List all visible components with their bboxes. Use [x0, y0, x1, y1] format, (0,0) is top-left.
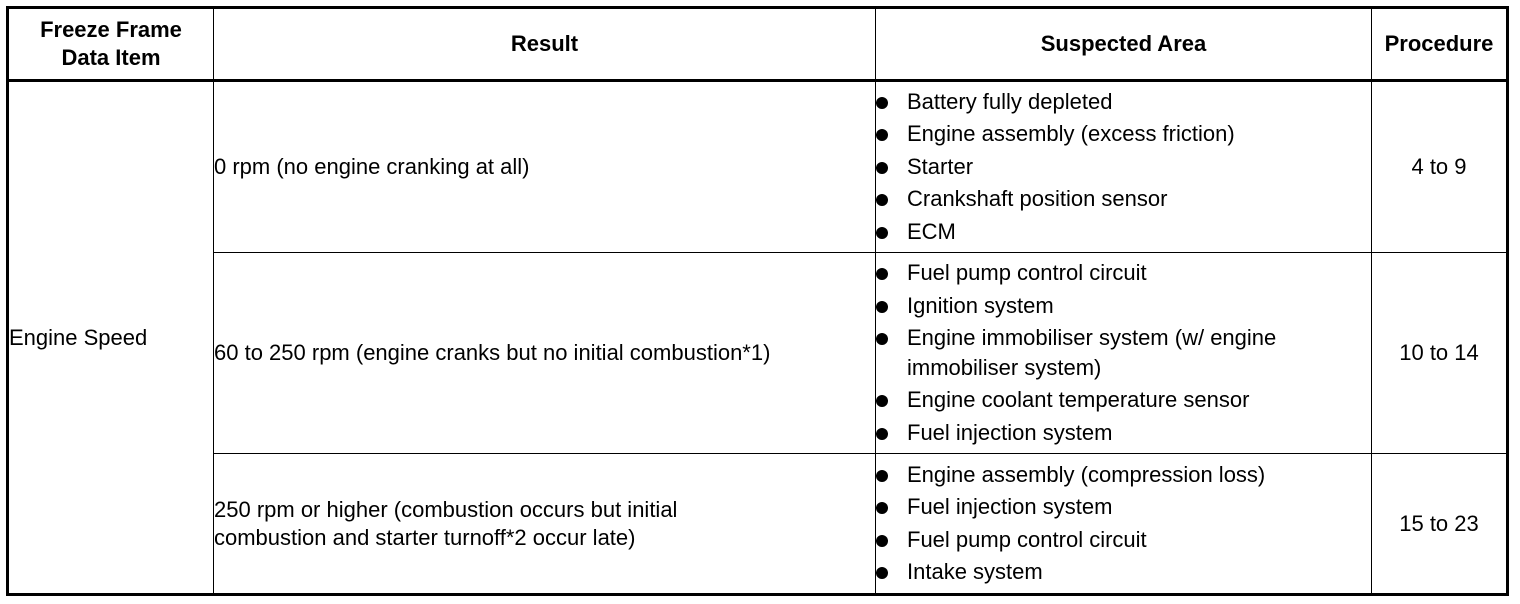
suspected-area-text: Engine immobiliser system (w/ engine immobiliser system) — [907, 325, 1277, 380]
list-item — [876, 216, 1371, 249]
table-row — [8, 454, 1508, 595]
header-suspected-area: Suspected Area — [876, 8, 1372, 81]
bullet-icon — [876, 194, 888, 206]
suspected-area-text: Engine assembly (excess friction) — [907, 121, 1235, 147]
result-cell: 60 to 250 rpm (engine cranks but no initial combustion*1) — [214, 253, 876, 454]
header-result: Result — [214, 8, 876, 81]
suspected-area-cell — [876, 454, 1372, 595]
bullet-icon — [876, 301, 888, 313]
suspected-area-list — [876, 257, 1371, 449]
suspected-area-text: Starter — [907, 153, 974, 179]
diagnostic-table — [6, 6, 1509, 596]
list-item — [876, 290, 1371, 323]
suspected-area-cell — [876, 253, 1372, 454]
result-cell: 250 rpm or higher (combustion occurs but initial combustion and starter turnoff*2 occur late) — [214, 454, 876, 595]
suspected-area-text: Engine assembly (compression loss) — [907, 461, 1266, 487]
bullet-icon — [876, 97, 888, 109]
suspected-area-text: Ignition system — [907, 292, 1054, 318]
list-item — [876, 151, 1371, 184]
list-item — [876, 118, 1371, 151]
list-item — [876, 384, 1371, 417]
bullet-icon — [876, 428, 888, 440]
list-item — [876, 459, 1371, 492]
bullet-icon — [876, 395, 888, 407]
list-item — [876, 257, 1371, 290]
freeze-frame-item-cell: Engine Speed — [8, 81, 214, 595]
list-item — [876, 491, 1371, 524]
procedure-cell: 4 to 9 — [1372, 81, 1508, 253]
bullet-icon — [876, 227, 888, 239]
bullet-icon — [876, 535, 888, 547]
suspected-area-text: Fuel pump control circuit — [907, 526, 1147, 552]
bullet-icon — [876, 162, 888, 174]
list-item — [876, 86, 1371, 119]
suspected-area-text: Fuel injection system — [907, 494, 1113, 519]
table-row — [8, 81, 1508, 253]
suspected-area-list — [876, 459, 1371, 589]
suspected-area-text: Intake system — [907, 559, 1043, 584]
bullet-icon — [876, 502, 888, 514]
suspected-area-list — [876, 86, 1371, 249]
header-freeze-frame-item: Freeze Frame Data Item — [8, 8, 214, 81]
bullet-icon — [876, 129, 888, 141]
bullet-icon — [876, 567, 888, 579]
suspected-area-text: Fuel injection system — [907, 419, 1113, 445]
suspected-area-text: Battery fully depleted — [907, 88, 1113, 114]
list-item — [876, 417, 1371, 450]
bullet-icon — [876, 268, 888, 280]
list-item — [876, 524, 1371, 557]
bullet-icon — [876, 333, 888, 345]
result-cell: 0 rpm (no engine cranking at all) — [214, 81, 876, 253]
header-row — [8, 8, 1508, 81]
suspected-area-text: Fuel pump control circuit — [907, 260, 1147, 285]
suspected-area-text: Engine coolant temperature sensor — [907, 387, 1250, 412]
suspected-area-text: Crankshaft position sensor — [907, 186, 1168, 212]
procedure-cell: 15 to 23 — [1372, 454, 1508, 595]
table-row — [8, 253, 1508, 454]
bullet-icon — [876, 470, 888, 482]
suspected-area-cell — [876, 81, 1372, 253]
suspected-area-text: ECM — [907, 218, 956, 244]
procedure-cell: 10 to 14 — [1372, 253, 1508, 454]
header-procedure: Procedure — [1372, 8, 1508, 81]
list-item — [876, 556, 1371, 589]
list-item — [876, 183, 1371, 216]
list-item — [876, 322, 1371, 384]
